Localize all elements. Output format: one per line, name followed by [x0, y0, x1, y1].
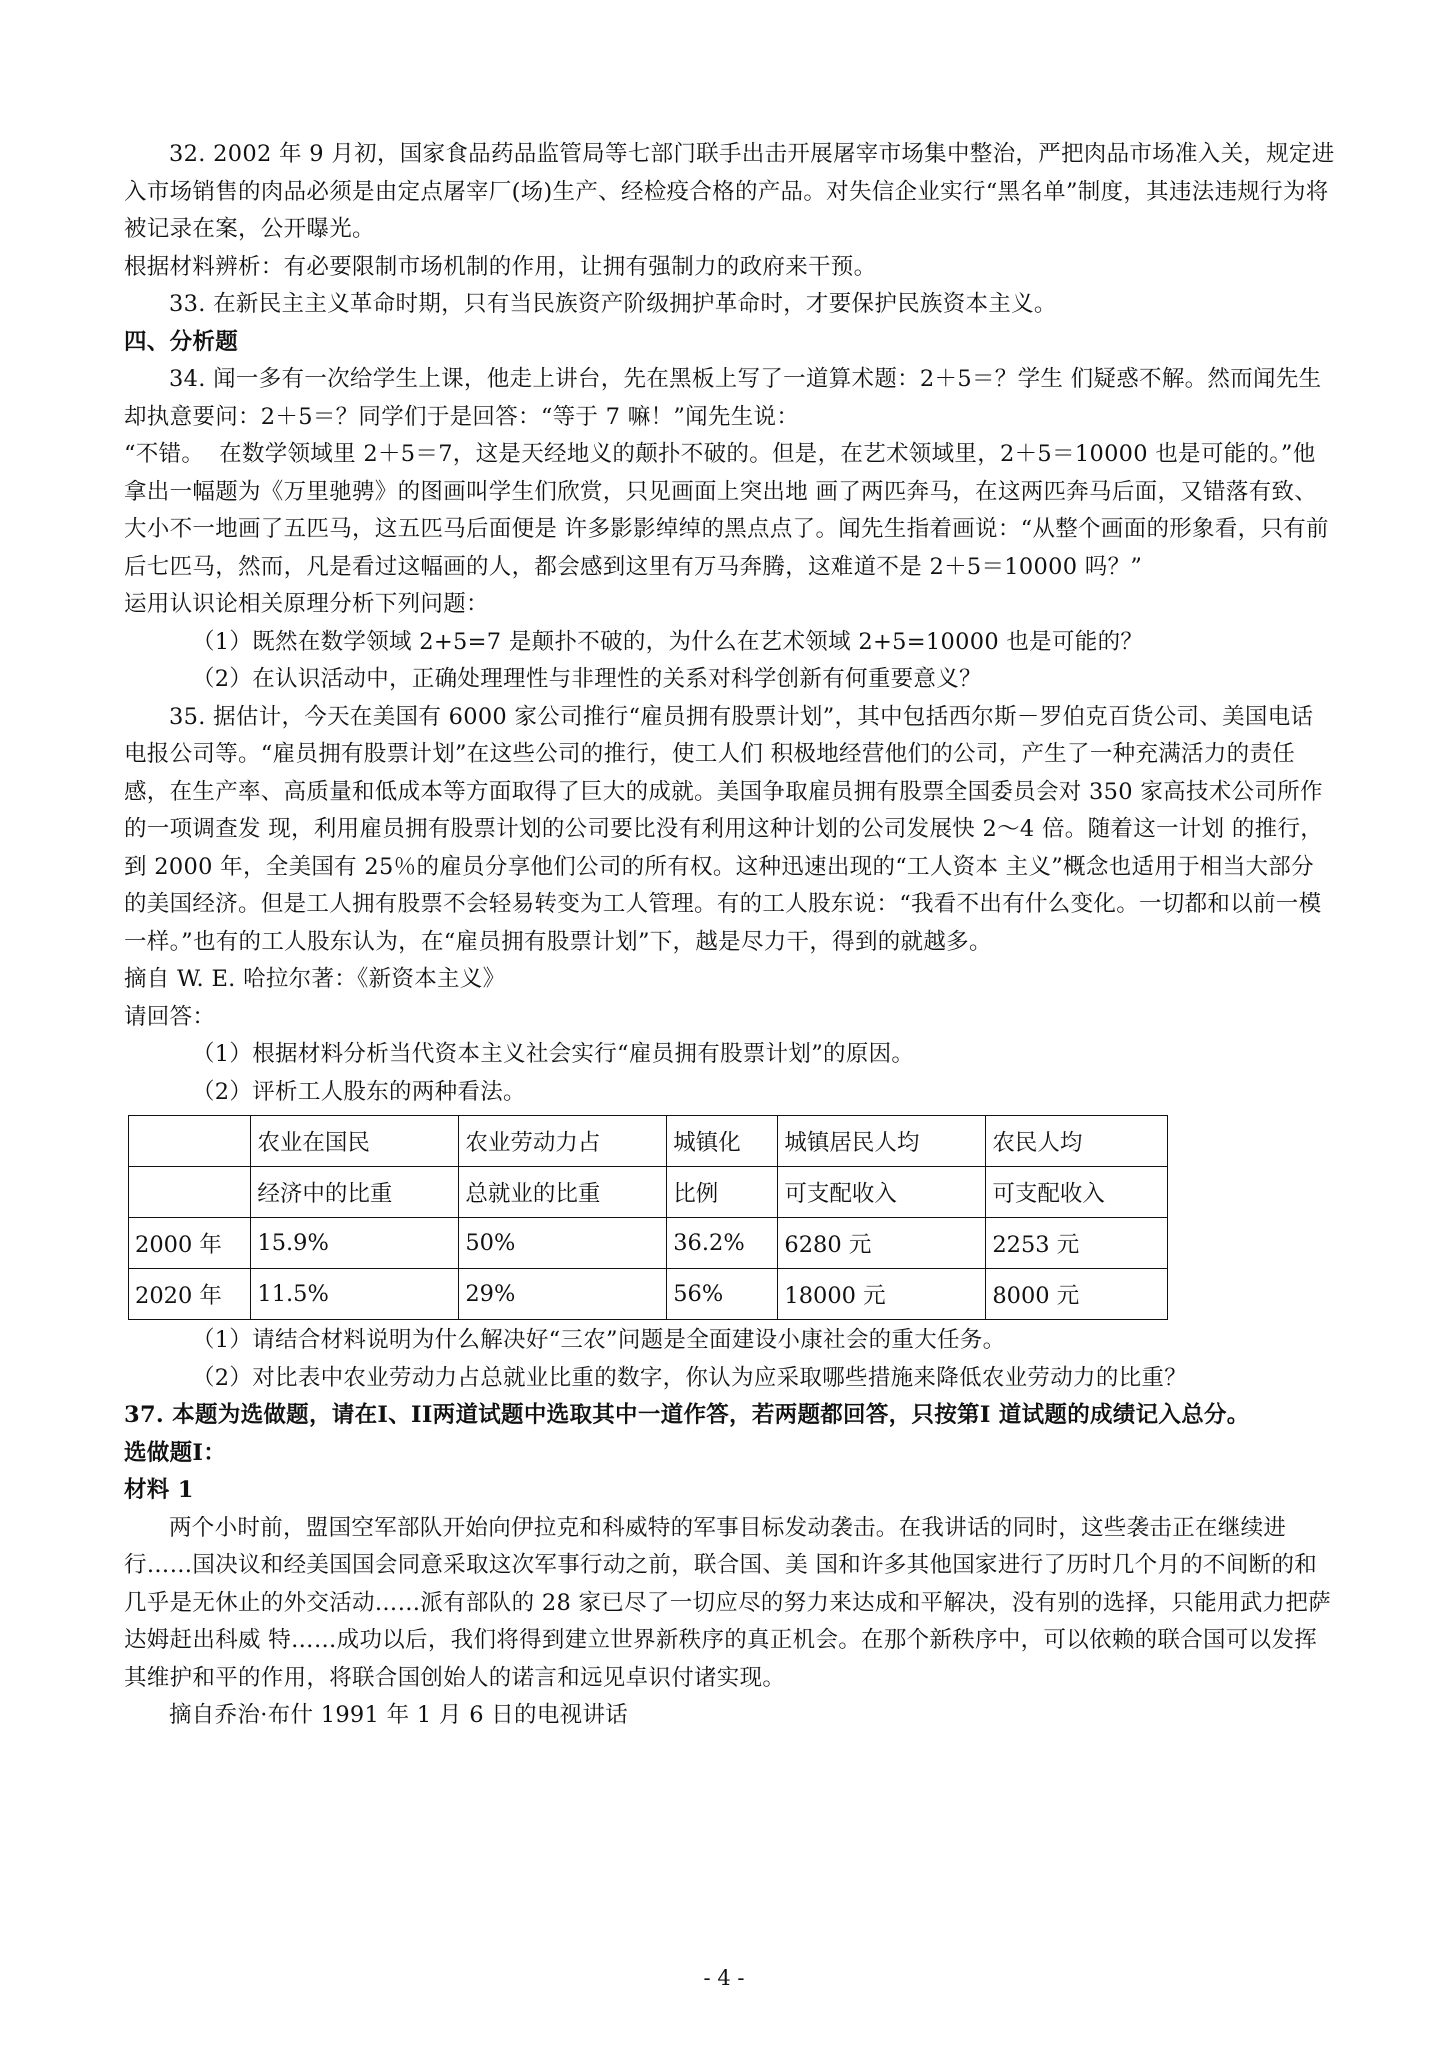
table-cell: 经济中的比重	[251, 1167, 459, 1218]
table-cell	[129, 1167, 251, 1218]
section-heading: 材料 1	[124, 1477, 194, 1503]
section-heading: 选做题I：	[124, 1439, 227, 1466]
page-number: - 4 -	[703, 1966, 745, 1990]
paragraph: “不错。 在数学领域里 2＋5＝7，这是天经地义的颠扑不破的。但是，在艺术领域里，2＋5＝10000 也是可能的。”他拿出一幅题为《万里驰骋》的图画叫学生们欣赏，只见画面上突出地 画了两匹奔马，在这两匹奔马后面，又错落有致、大小不一地画了五匹马，这五匹马后面便是 许多影影绰绰的黑点点了。闻先生指着画说：“从整个画面的形象看，只有前后七匹马，然而，凡是看过这幅画的人，都会感到这里有万马奔腾，这难道不是 2＋5＝10000 吗？”	[124, 441, 1329, 580]
table-cell: 8000 元	[986, 1269, 1168, 1320]
question-block-a	[124, 136, 1336, 1111]
section-heading: 37. 本题为选做题，请在I、II两道试题中选取其中一道作答，若两题都回答，只按第I 道试题的成绩记入总分。	[124, 1402, 1250, 1428]
table-cell: 可支配收入	[778, 1167, 986, 1218]
table-cell: 城镇居民人均	[778, 1116, 986, 1167]
paragraph: （1）根据材料分析当代资本主义社会实行“雇员拥有股票计划”的原因。	[192, 1041, 915, 1067]
paragraph: （2）评析工人股东的两种看法。	[192, 1078, 526, 1105]
table-cell: 50%	[459, 1218, 667, 1269]
paragraph: 35. 据估计，今天在美国有 6000 家公司推行“雇员拥有股票计划”，其中包括西尔斯－罗伯克百货公司、美国电话电报公司等。“雇员拥有股票计划”在这些公司的推行，使工人们 积极地经营他们的公司，产生了一种充满活力的责任感，在生产率、高质量和低成本等方面取得了巨大的成就。美国争取雇员拥有股票全国委员会对 350 家高技术公司所作的一项调查发 现，利用雇员拥有股票计划的公司要比没有利用这种计划的公司发展快 2～4 倍。随着这一计划 的推行，到 2000 年，全美国有 25％的雇员分享他们公司的所有权。这种迅速出现的“工人资本 主义”概念也适用于相当大部分的美国经济。但是工人拥有股票不会轻易转变为工人管理。有的工人股东说：“我看不出有什么变化。一切都和以前一模一样。”也有的工人股东认为，在“雇员拥有股票计划”下，越是尽力干，得到的就越多。	[124, 703, 1324, 955]
section-heading: 四、分析题	[124, 328, 239, 355]
table-cell: 城镇化	[667, 1116, 778, 1167]
table-header-row	[129, 1116, 1168, 1167]
paragraph: 请回答：	[124, 1003, 216, 1030]
table-cell: 2253 元	[986, 1218, 1168, 1269]
table-cell: 农民人均	[986, 1116, 1168, 1167]
table-cell: 农业在国民	[251, 1116, 459, 1167]
table-cell: 总就业的比重	[459, 1167, 667, 1218]
paragraph: 32. 2002 年 9 月初，国家食品药品监管局等七部门联手出击开展屠宰市场集中整治，严把肉品市场准入关，规定进入市场销售的肉品必须是由定点屠宰厂(场)生产、经检疫合格的产品。对失信企业实行“黑名单”制度，其违法违规行为将被记录在案，公开曝光。	[124, 141, 1335, 242]
paragraph: （1）既然在数学领域 2+5=7 是颠扑不破的，为什么在艺术领域 2+5=10000 也是可能的？	[192, 628, 1144, 655]
document-page	[124, 136, 1336, 1735]
table-row	[129, 1218, 1168, 1269]
paragraph: （2）对比表中农业劳动力占总就业比重的数字，你认为应采取哪些措施来降低农业劳动力的比重？	[192, 1364, 1188, 1391]
table-cell: 2000 年	[129, 1218, 251, 1269]
paragraph: 34. 闻一多有一次给学生上课，他走上讲台，先在黑板上写了一道算术题：2＋5＝？学生 们疑惑不解。然而闻先生却执意要问：2＋5＝？同学们于是回答：“等于 7 嘛！”闻先生说：	[124, 366, 1322, 430]
table-cell: 36.2%	[667, 1218, 778, 1269]
table-cell: 18000 元	[778, 1269, 986, 1320]
paragraph: 摘自 W. E. 哈拉尔著：《新资本主义》	[124, 966, 506, 992]
paragraph: 33. 在新民主主义革命时期，只有当民族资产阶级拥护革命时，才要保护民族资本主义。	[169, 291, 1057, 317]
question-block-b	[124, 1322, 1336, 1735]
paragraph: （1）请结合材料说明为什么解决好“三农”问题是全面建设小康社会的重大任务。	[192, 1327, 1006, 1353]
paragraph: 摘自乔治·布什 1991 年 1 月 6 日的电视讲话	[169, 1702, 629, 1728]
paragraph: （2）在认识活动中，正确处理理性与非理性的关系对科学创新有何重要意义？	[192, 666, 982, 692]
table-cell: 56%	[667, 1269, 778, 1320]
table-cell: 比例	[667, 1167, 778, 1218]
table-cell: 29%	[459, 1269, 667, 1320]
paragraph: 运用认识论相关原理分析下列问题：	[124, 591, 489, 617]
agriculture-data-table	[128, 1115, 1168, 1320]
table-header-row	[129, 1167, 1168, 1218]
table-row	[129, 1269, 1168, 1320]
table-cell: 6280 元	[778, 1218, 986, 1269]
table-cell: 15.9%	[251, 1218, 459, 1269]
paragraph: 两个小时前，盟国空军部队开始向伊拉克和科威特的军事目标发动袭击。在我讲话的同时，这些袭击正在继续进行……国决议和经美国国会同意采取这次军事行动之前，联合国、美 国和许多其他国家进行了历时几个月的不间断的和几乎是无休止的外交活动……派有部队的 28 家已尽了一切应尽的努力来达成和平解决，没有别的选择，只能用武力把萨达姆赶出科威 特……成功以后，我们将得到建立世界新秩序的真正机会。在那个新秩序中，可以依赖的联合国可以发挥其维护和平的作用，将联合国创始人的诺言和远见卓识付诸实现。	[124, 1514, 1331, 1691]
table-cell: 11.5%	[251, 1269, 459, 1320]
table-cell: 可支配收入	[986, 1167, 1168, 1218]
table-cell: 2020 年	[129, 1269, 251, 1320]
table-cell	[129, 1116, 251, 1167]
table-cell: 农业劳动力占	[459, 1116, 667, 1167]
paragraph: 根据材料辨析：有必要限制市场机制的作用，让拥有强制力的政府来干预。	[124, 253, 877, 280]
